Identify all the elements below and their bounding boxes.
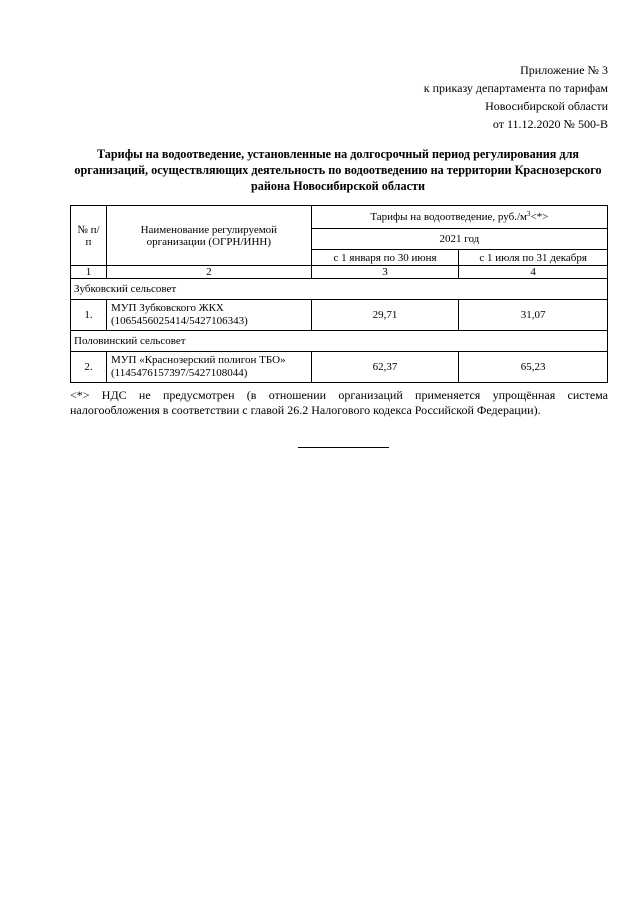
header-number: № п/п: [71, 206, 107, 266]
header-period-1: с 1 января по 30 июня: [311, 250, 459, 266]
table-row: [71, 300, 608, 331]
appendix-line-4: от 11.12.2020 № 500-В: [492, 117, 608, 131]
column-number: 4: [459, 266, 608, 279]
appendix-line-3: Новосибирской области: [485, 99, 608, 113]
header-organization: Наименование регулируемой организации (ОГРН/ИНН): [106, 206, 311, 266]
appendix-header: [308, 61, 608, 133]
header-period-2: с 1 июля по 31 декабря: [459, 250, 608, 266]
header-tariffs-footnote-mark: <*>: [530, 211, 549, 223]
organization-ids: (1145476157397/5427108044): [110, 367, 248, 379]
organization-ids: (1065456025414/5427106343): [110, 315, 248, 327]
organization-cell: [106, 352, 311, 383]
group-row: [71, 331, 608, 352]
appendix-line-2: к приказу департамента по тарифам: [423, 81, 608, 95]
organization-cell: [106, 300, 311, 331]
header-year: 2021 год: [311, 229, 607, 250]
header-tariffs-unit-power: 3: [526, 210, 531, 218]
row-number: 2.: [71, 352, 107, 383]
footnote: <*> НДС не предусмотрен (в отношении организаций применяется упрощённая система налогообложения в соответствии с главой 26.2 Налогового кодекса Российской Федерации).: [70, 388, 608, 417]
column-number: 3: [311, 266, 459, 279]
organization-name: МУП «Краснозерский полигон ТБО»: [110, 354, 286, 366]
tariff-table: [70, 205, 608, 383]
column-numbers-row: [71, 266, 608, 279]
table-row: [71, 352, 608, 383]
column-number: 1: [71, 266, 107, 279]
group-name: Зубковский сельсовет: [71, 279, 608, 300]
end-divider: [298, 447, 389, 448]
tariff-period-2: 65,23: [459, 352, 608, 383]
organization-name: МУП Зубковского ЖКХ: [110, 302, 224, 314]
appendix-line-1: Приложение № 3: [520, 63, 608, 77]
group-row: [71, 279, 608, 300]
tariff-period-2: 31,07: [459, 300, 608, 331]
group-name: Половинский сельсовет: [71, 331, 608, 352]
tariff-period-1: 29,71: [311, 300, 459, 331]
document-title: Тарифы на водоотведение, установленные на долгосрочный период регулирования для организаций, осуществляющих деятельность по водоотведению на территории Краснозерского района Новосибирской области: [74, 147, 602, 193]
column-number: 2: [106, 266, 311, 279]
tariff-period-1: 62,37: [311, 352, 459, 383]
header-tariffs-prefix: Тарифы на водоотведение, руб./м: [370, 211, 527, 223]
row-number: 1.: [71, 300, 107, 331]
header-tariffs: [311, 206, 607, 229]
